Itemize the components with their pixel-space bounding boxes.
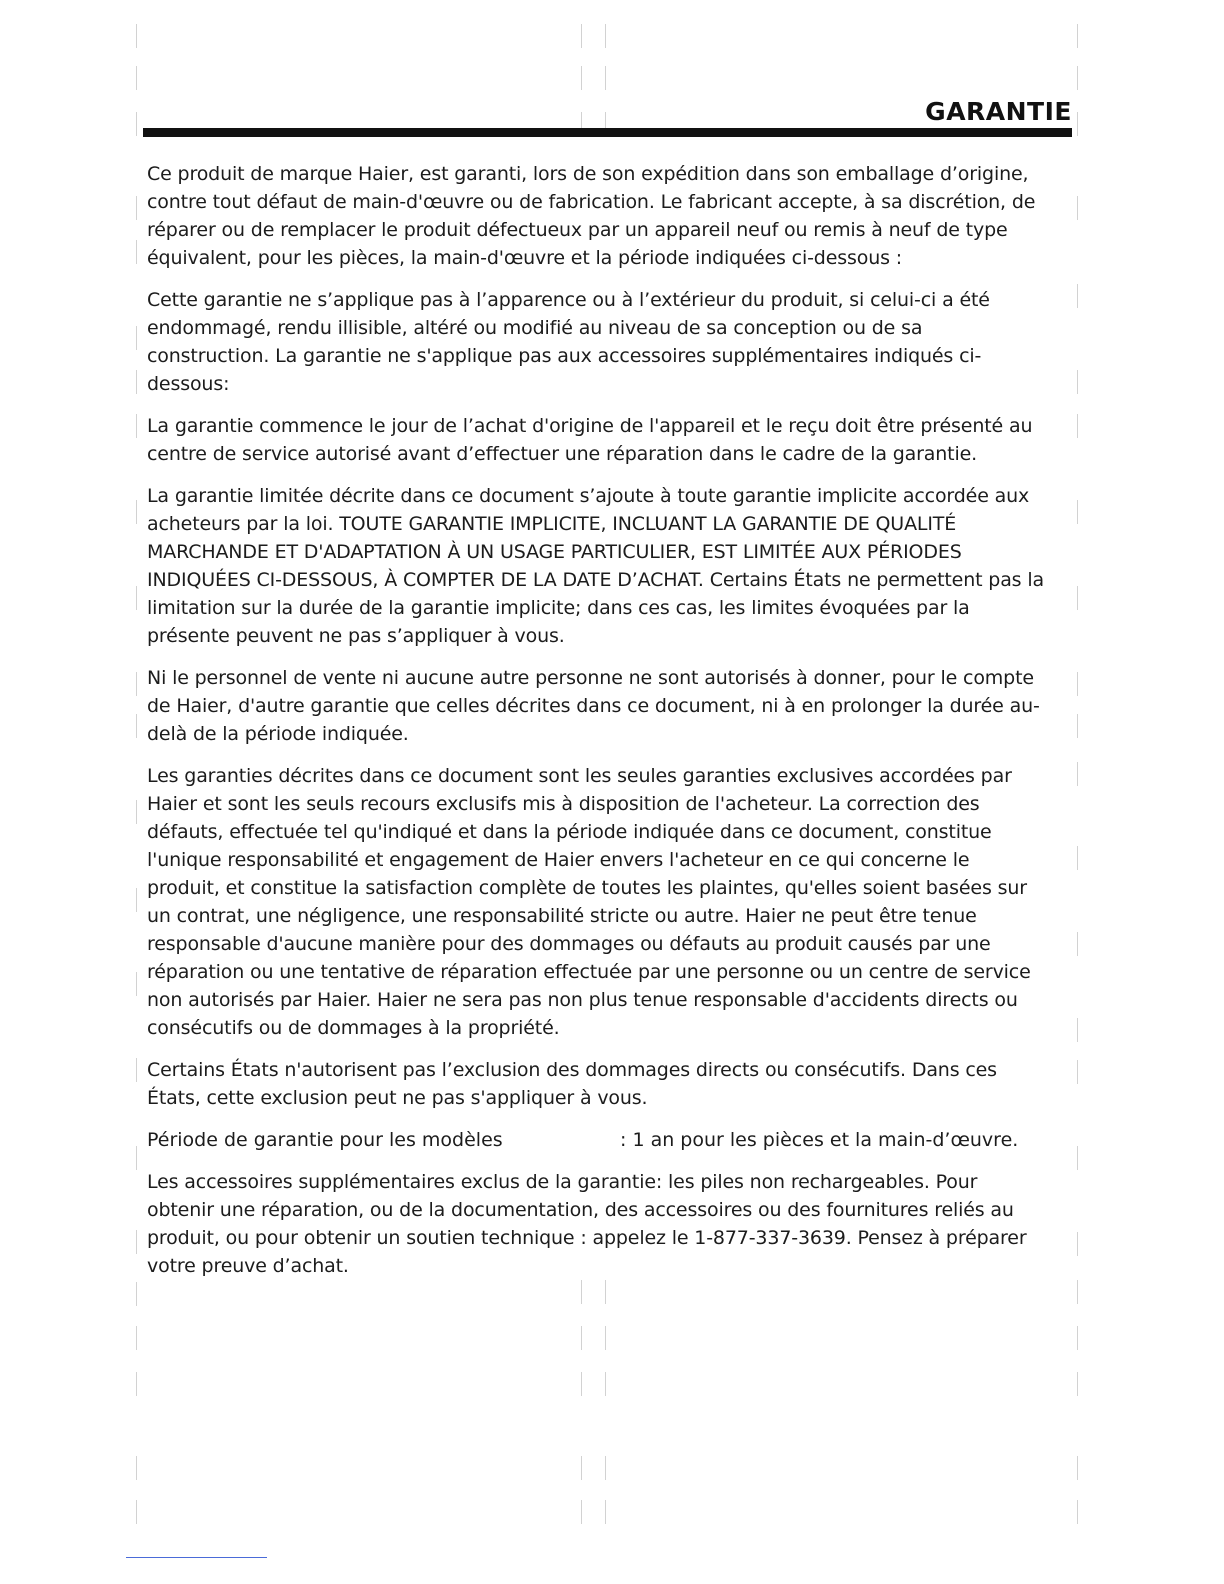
guide-mark — [1077, 1232, 1078, 1256]
guide-mark — [1077, 1146, 1078, 1170]
guide-mark — [136, 1058, 137, 1082]
paragraph-exclusive-remedies: Les garanties décrites dans ce document sont les seules garanties exclusives accordées par Haier et sont les seuls recours exclusifs mis à disposition de l'acheteur. La correction des défauts, effectuée tel qu'indiqué et dans la période indiquée dans ce document, constitue l'unique responsabilité et engagement de Haier envers l'acheteur en ce qui concerne le produit, et constitue la satisfaction complète de toutes les plaintes, qu'elles soient basées sur un contrat, une négligence, une responsabilité stricte ou autre. Haier ne peut être tenue responsable d'aucune manière pour des dommages ou défauts au produit causés par une réparation ou une tentative de réparation effectuée par une personne ou un centre de service non autorisés par Haier. Haier ne sera pas non plus tenue responsable d'accidents directs ou consécutifs ou de dommages à la propriété. — [147, 765, 1031, 1039]
paragraph-no-other-warranty: Ni le personnel de vente ni aucune autre personne ne sont autorisés à donner, pour le compte de Haier, d'autre garantie que celles décrites dans ce document, ni à en prolonger la durée au-delà de la période indiquée. — [147, 667, 1040, 745]
guide-mark — [136, 888, 137, 912]
guide-mark — [1077, 932, 1078, 956]
title-rule — [143, 128, 1072, 137]
guide-mark — [136, 500, 137, 524]
guide-mark — [136, 672, 137, 696]
guide-mark — [136, 1372, 137, 1396]
paragraph-implied-warranty: La garantie limitée décrite dans ce document s’ajoute à toute garantie implicite accordée aux acheteurs par la loi. TOUTE GARANTIE IMPLICITE, INCLUANT LA GARANTIE DE QUALITÉ MARCHANDE ET D'ADAPTATION À UN USAGE PARTICULIER, EST LIMITÉE AUX PÉRIODES INDIQUÉES CI-DESSOUS, À COMPTER DE LA DATE D’ACHAT. Certains États ne permettent pas la limitation sur la durée de la garantie implicite; dans ces cas, les limites évoquées par la présente peuvent ne pas s’appliquer à vous. — [147, 485, 1044, 647]
guide-mark — [136, 240, 137, 264]
guide-mark — [136, 66, 137, 90]
guide-mark — [581, 1500, 582, 1524]
guide-mark — [605, 1500, 606, 1524]
guide-mark — [1077, 714, 1078, 738]
guide-mark — [1077, 1280, 1078, 1304]
guide-mark — [605, 24, 606, 48]
page-title: GARANTIE — [925, 97, 1072, 126]
guide-mark — [136, 326, 137, 350]
guide-mark — [136, 370, 137, 394]
paragraph-state-exclusions: Certains États n'autorisent pas l’exclusion des dommages directs ou consécutifs. Dans ces États, cette exclusion peut ne pas s'appliquer à vous. — [147, 1059, 997, 1109]
guide-mark — [581, 66, 582, 90]
guide-mark — [1077, 1372, 1078, 1396]
guide-mark — [136, 1230, 137, 1254]
footer-link-underline — [126, 1557, 267, 1558]
guide-mark — [1077, 370, 1078, 394]
guide-mark — [1077, 1500, 1078, 1524]
guide-mark — [1077, 1018, 1078, 1042]
guide-mark — [1077, 672, 1078, 696]
warranty-body — [147, 160, 1047, 1294]
guide-mark — [581, 24, 582, 48]
paragraph-exclusions: Cette garantie ne s’applique pas à l’apparence ou à l’extérieur du produit, si celui-ci a été endommagé, rendu illisible, altéré ou modifié au niveau de sa conception ou de sa construction. La garantie ne s'applique pas aux accessoires supplémentaires indiqués ci-dessous: — [147, 289, 990, 395]
guide-mark — [1077, 500, 1078, 524]
guide-mark — [136, 112, 137, 136]
guide-mark — [1077, 24, 1078, 48]
warranty-period-label: Période de garantie pour les modèles — [147, 1129, 503, 1151]
guide-mark — [136, 972, 137, 996]
guide-mark — [605, 1372, 606, 1396]
guide-mark — [1077, 762, 1078, 786]
guide-mark — [1077, 112, 1078, 136]
guide-mark — [1077, 1326, 1078, 1350]
guide-mark — [605, 1326, 606, 1350]
guide-mark — [136, 1326, 137, 1350]
guide-mark — [136, 586, 137, 610]
guide-mark — [136, 800, 137, 824]
guide-mark — [1077, 284, 1078, 308]
paragraph-start-date: La garantie commence le jour de l’achat d'origine de l'appareil et le reçu doit être présenté au centre de service autorisé avant d’effectuer une réparation dans le cadre de la garantie. — [147, 415, 1033, 465]
paragraph-accessories-support: Les accessoires supplémentaires exclus de la garantie: les piles non rechargeables. Pour obtenir une réparation, ou de la documentation, des accessoires ou des fournitures reliés au produit, ou pour obtenir un soutien technique : appelez le 1-877-337-3639. Pensez à préparer votre preuve d’achat. — [147, 1171, 1027, 1277]
guide-mark — [581, 1456, 582, 1480]
guide-mark — [1077, 66, 1078, 90]
guide-mark — [1077, 414, 1078, 438]
guide-mark — [605, 66, 606, 90]
paragraph-coverage: Ce produit de marque Haier, est garanti, lors de son expédition dans son emballage d’origine, contre tout défaut de main-d'œuvre ou de fabrication. Le fabricant accepte, à sa discrétion, de réparer ou de remplacer le produit défectueux par un appareil neuf ou remis à neuf de type équivalent, pour les pièces, la main-d'œuvre et la période indiquées ci-dessous : — [147, 163, 1036, 269]
warranty-period-value: : 1 an pour les pièces et la main-d’œuvre. — [620, 1129, 1019, 1151]
guide-mark — [136, 714, 137, 738]
guide-mark — [136, 1500, 137, 1524]
guide-mark — [1077, 586, 1078, 610]
guide-mark — [136, 1456, 137, 1480]
guide-mark — [136, 196, 137, 220]
guide-mark — [581, 1326, 582, 1350]
guide-mark — [136, 1282, 137, 1306]
guide-mark — [136, 1146, 137, 1170]
guide-mark — [1077, 846, 1078, 870]
guide-mark — [1077, 1060, 1078, 1084]
guide-mark — [605, 1456, 606, 1480]
warranty-period-row — [147, 1126, 1047, 1154]
guide-mark — [1077, 196, 1078, 220]
guide-mark — [136, 414, 137, 438]
guide-mark — [581, 1372, 582, 1396]
guide-mark — [136, 24, 137, 48]
guide-mark — [1077, 1456, 1078, 1480]
